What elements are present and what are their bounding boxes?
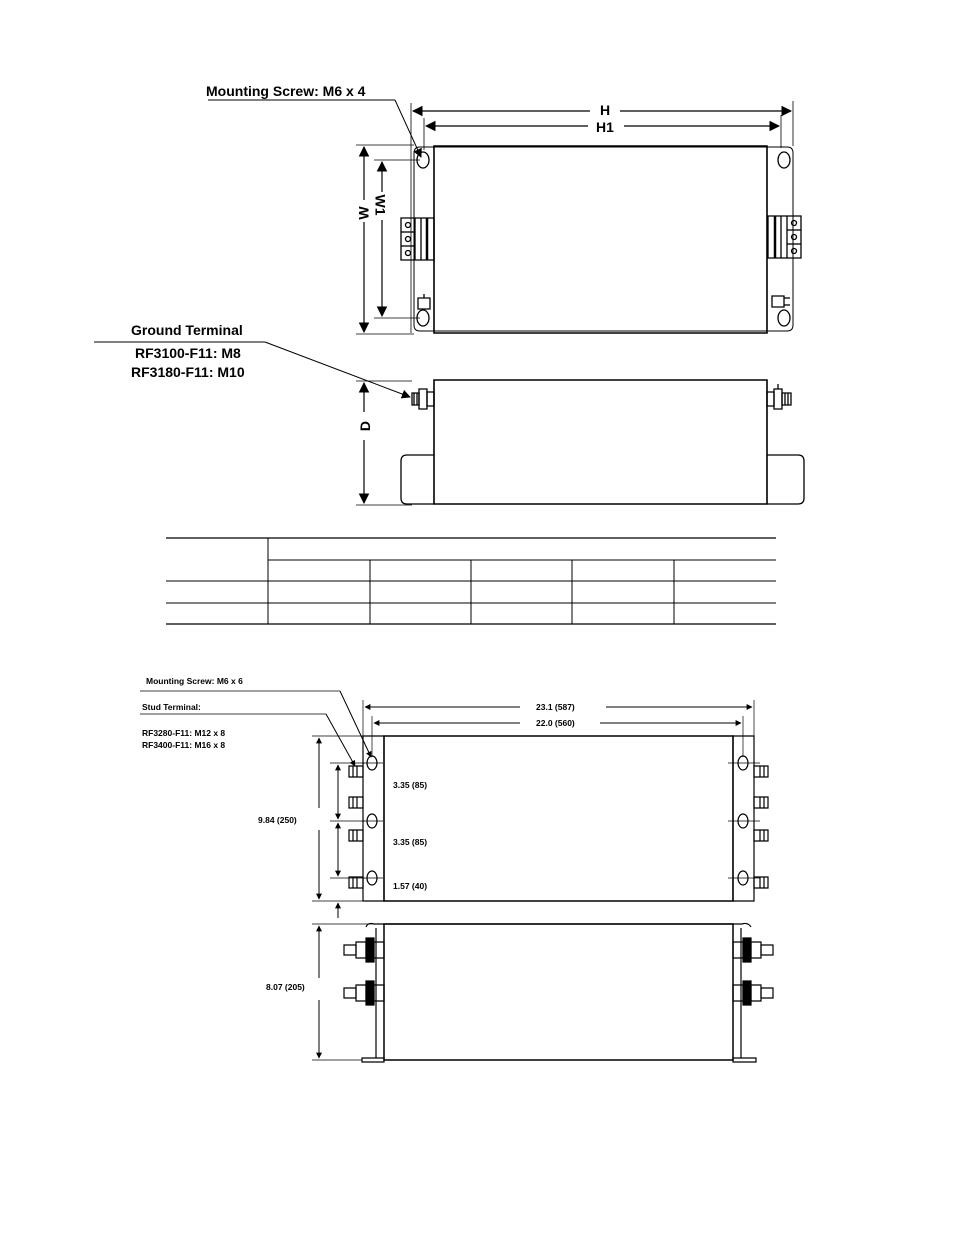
ground-terminal-line1: RF3100-F11: M8 (135, 345, 241, 361)
dimension-edge: 1.57 (40) (393, 881, 428, 891)
dimension-pitch-1: 3.35 (85) (393, 780, 428, 790)
figure2-top-view (349, 736, 768, 901)
dimension-pitch-2: 3.35 (85) (393, 837, 428, 847)
dimension-width: 9.84 (250) (258, 815, 297, 825)
dimension-depth: 8.07 (205) (266, 982, 305, 992)
dimension-label-w: W (355, 206, 372, 220)
dimension-mount-length: 22.0 (560) (536, 718, 575, 728)
ground-terminal-title: Ground Terminal (131, 322, 243, 338)
dimension-label-h: H (600, 102, 611, 118)
mounting-screw-label-1: Mounting Screw: M6 x 4 (206, 83, 366, 99)
stud-terminal-label: Stud Terminal: (142, 702, 201, 712)
ground-terminal-line2: RF3180-F11: M10 (131, 364, 245, 380)
figure2-side-view (344, 923, 773, 1062)
stud-terminal-line1: RF3280-F11: M12 x 8 (142, 728, 226, 738)
dimension-table-grid (166, 538, 776, 624)
figure1-dimensions (208, 100, 793, 334)
dimension-label-w1: W1 (372, 194, 389, 216)
mounting-screw-label-2: Mounting Screw: M6 x 6 (146, 676, 243, 686)
figure2-dimensions (140, 691, 754, 918)
dimension-label-h1: H1 (596, 119, 614, 135)
stud-terminal-line2: RF3400-F11: M16 x 8 (142, 740, 226, 750)
figure1-side-view (401, 380, 804, 504)
dimension-overall-length: 23.1 (587) (536, 702, 575, 712)
figure1-top-view (401, 146, 801, 333)
dimension-label-d: D (357, 420, 374, 432)
